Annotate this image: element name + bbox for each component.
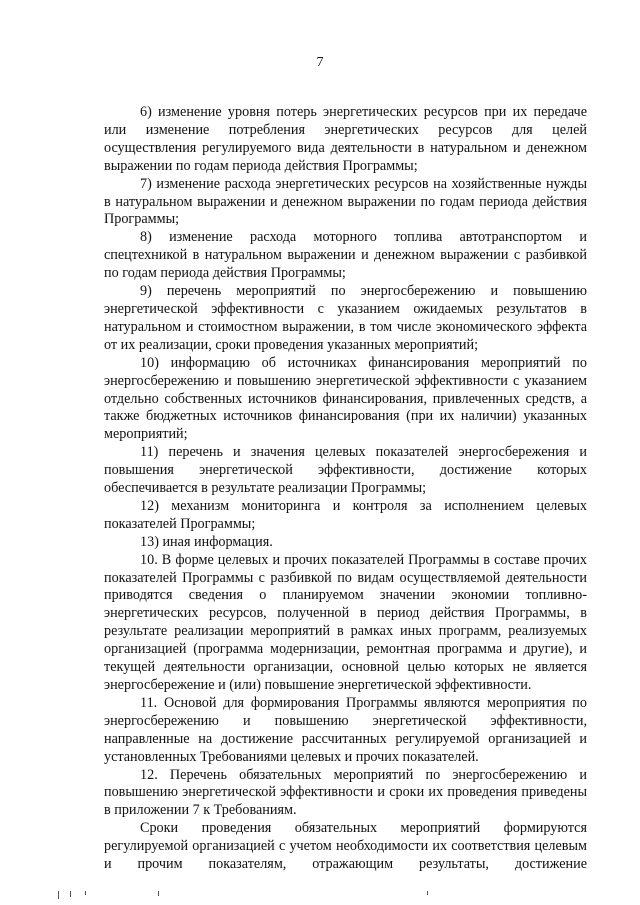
paragraph-item-13: 13) иная информация. <box>140 533 273 550</box>
document-body <box>104 104 587 874</box>
paragraph-item-11: 11) перечень и значения целевых показателей энергосбережения и повышения энергетической эффективности, достижение которых обеспечивается в результате реализации Программы; <box>104 444 587 497</box>
paragraph-section-11: 11. Основой для формирования Программы являются мероприятия по энергосбережению и повышению энергетической эффективности, направленные на достижение рассчитанных регулируемой организацией и установленных Требованиями целевых и прочих показателей. <box>104 694 587 765</box>
paragraph-item-6: 6) изменение уровня потерь энергетических ресурсов при их передаче или изменение потребления энергетических ресурсов для целей осуществления регулируемого вида деятельности в натуральном и денежном выражении по годам периода действия Программы; <box>104 104 587 174</box>
paragraph-section-10: 10. В форме целевых и прочих показателей Программы в составе прочих показателей Программы с разбивкой по видам осуществляемой деятельности приводятся сведения о планируемом значении экономии топливно-энергетических ресурсов, полученной в период действия Программы, в результате реализации мероприятий в рамках иных программ, реализуемых организацией (программа модернизации, ремонтная программа и другие), и текущей деятельности организации, основной целью которых не является энергосбережение и (или) повышение энергетической эффективности. <box>104 551 587 693</box>
paragraph-item-8: 8) изменение расхода моторного топлива автотранспортом и спецтехникой в натуральном выражении и денежном выражении с разбивкой по годам периода действия Программы; <box>104 229 587 282</box>
paragraph-item-10: 10) информацию об источниках финансирования мероприятий по энергосбережению и повышению энергетической эффективности с указанием отдельно собственных источников финансирования, привлеченных средств, а также бюджетных источников финансирования (при их наличии) указанных мероприятий; <box>104 354 587 443</box>
scan-mark <box>427 891 428 895</box>
scan-artifacts <box>0 891 640 899</box>
paragraph-item-7: 7) изменение расхода энергетических ресурсов на хозяйственные нужды в натуральном выражении и денежном выражении по годам периода действия Программы; <box>104 175 587 228</box>
paragraph-item-12: 12) механизм мониторинга и контроля за исполнением целевых показателей Программы; <box>104 497 587 532</box>
paragraph-deadlines: Сроки проведения обязательных мероприятий формируются регулируемой организацией с учетом необходимости их соответствия целевым и прочим показателям, отражающим результаты, достижение <box>104 820 587 873</box>
page-number: 7 <box>316 55 324 70</box>
scan-mark <box>158 891 159 896</box>
paragraph-section-12: 12. Перечень обязательных мероприятий по энергосбережению и повышению энергетической эффективности и сроки их проведения приведены в приложении 7 к Требованиям. <box>104 766 587 819</box>
paragraph-item-9: 9) перечень мероприятий по энергосбережению и повышению энергетической эффективности с указанием ожидаемых результатов в натуральном и стоимостном выражении, в том числе экономического эффекта от их реализации, сроки проведения указанных мероприятий; <box>104 283 587 353</box>
scan-mark <box>70 891 71 897</box>
scan-mark <box>58 891 59 899</box>
scan-mark <box>85 891 86 895</box>
